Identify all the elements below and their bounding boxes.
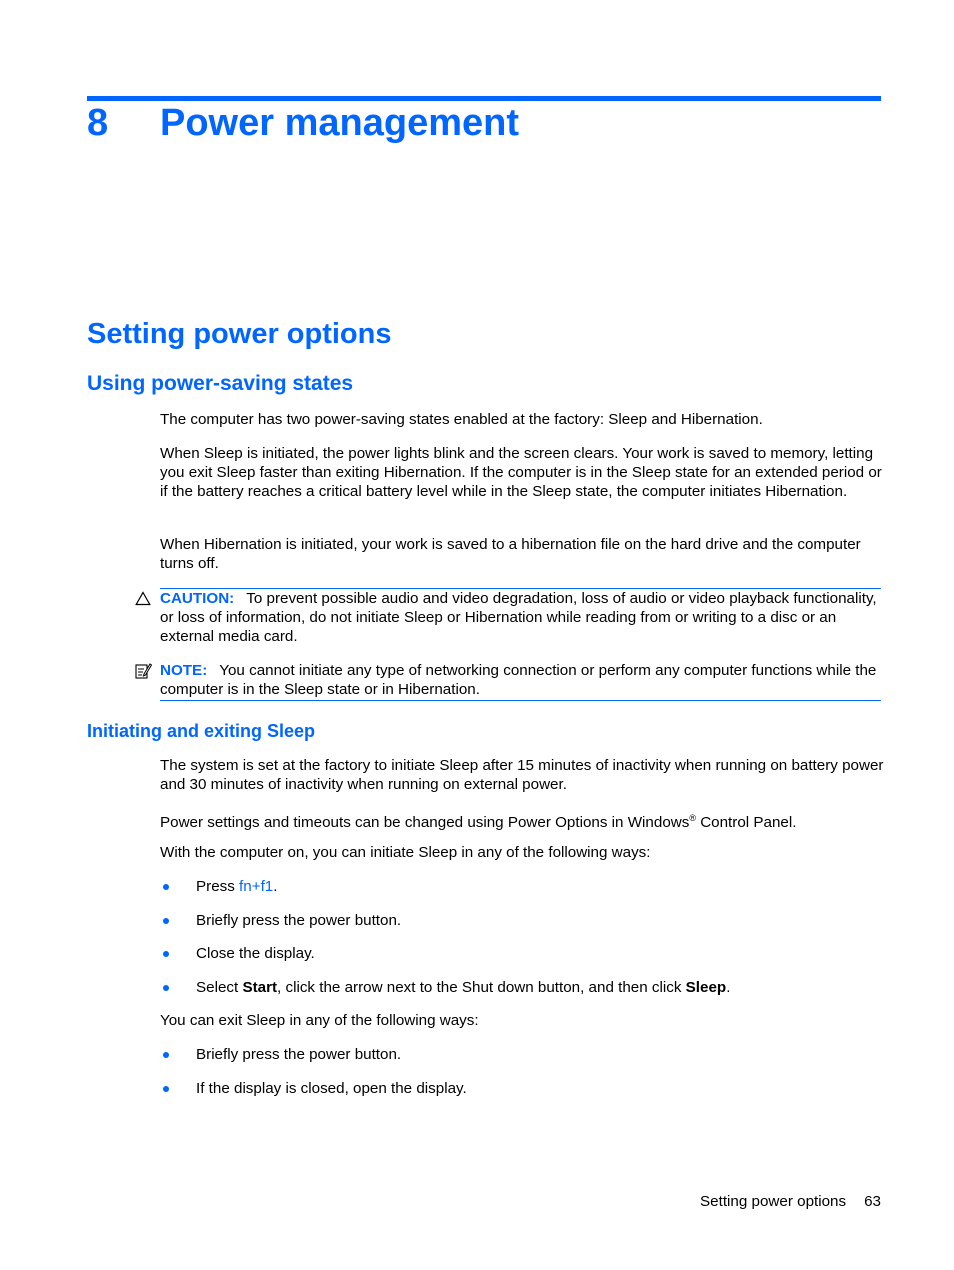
exit-sleep-list [160,1045,884,1112]
bullet-icon [163,884,169,890]
bullet-icon [163,1052,169,1058]
paragraph-exit-ways: You can exit Sleep in any of the following ways: [160,1012,479,1029]
note-text: You cannot initiate any type of networking connection or perform any computer functions while the computer is in the Sleep state or in Hibernation. [160,662,877,699]
power-settings-text-a: Power settings and timeouts can be changed using Power Options in Windows [160,814,690,832]
caution-triangle-icon [135,591,151,606]
list-item-text: If the display is closed, open the display. [196,1079,467,1097]
page-footer [700,1193,881,1210]
chapter-title [87,102,519,145]
list-item [160,1045,884,1064]
paragraph-hibernation: When Hibernation is initiated, your work is saved to a hibernation file on the hard drive and the computer turns off. [160,536,861,573]
list-item [160,978,884,997]
list-item [160,1079,884,1098]
list-item [160,944,884,963]
list-item-text: Briefly press the power button. [196,911,402,929]
list-item [160,911,884,930]
power-settings-text-b: Control Panel. [695,814,797,832]
list-item-text: Briefly press the power button. [196,1046,402,1063]
caution-label: CAUTION: [160,590,235,607]
list-item-text: , click the arrow next to the Shut down button, and then click [277,979,686,997]
list-item-text: . [726,979,731,997]
note-label: NOTE: [160,662,208,679]
list-item [160,877,884,896]
chapter-number: 8 [87,102,109,144]
paragraph-sleep: When Sleep is initiated, the power lights blink and the screen clears. Your work is saved to memory, letting you exit Sleep faster than exiting Hibernation. If the computer is in the Sleep state for an extended period or if the battery reaches a critical battery level while in the Sleep state, the computer initiates Hibernation. [160,445,882,501]
bullet-icon [163,951,169,957]
caution-notice [160,589,881,647]
initiate-sleep-list [160,877,884,1012]
list-item-text: Select [196,979,243,997]
paragraph-intro: The computer has two power-saving states enabled at the factory: Sleep and Hibernation. [160,411,763,428]
bullet-icon [163,918,169,924]
notice-bottom-rule [160,700,881,701]
sleep-term: Sleep [685,979,727,997]
caution-text: To prevent possible audio and video degradation, loss of audio or video playback functionality, or loss of information, do not initiate Sleep or Hibernation while reading from or writing to a disc or an external media card. [160,590,877,646]
registered-mark: ® [689,813,696,823]
paragraph-sleep-defaults: The system is set at the factory to initiate Sleep after 15 minutes of inactivity when running on battery power and 30 minutes of inactivity when running on external power. [160,757,884,794]
list-item-text: . [273,878,278,895]
paragraph-power-settings [160,809,884,832]
note-pencil-icon [135,662,152,680]
chapter-rule [87,96,881,101]
subsection-title-sleep: Initiating and exiting Sleep [87,721,316,741]
start-term: Start [242,979,278,997]
chapter-title-text: Power management [160,102,519,144]
bullet-icon [163,985,169,991]
paragraph-initiate-ways: With the computer on, you can initiate Sleep in any of the following ways: [160,844,651,861]
fn-f1-key: fn+f1 [239,878,274,895]
section-title: Setting power options [87,318,392,350]
list-item-text: Close the display. [196,945,315,963]
bullet-icon [163,1086,169,1092]
page-number: 63 [864,1193,881,1210]
note-notice [160,661,881,699]
subsection-title-power-saving: Using power-saving states [87,372,354,395]
list-item-text: Press [196,878,240,895]
footer-section: Setting power options [700,1193,847,1210]
